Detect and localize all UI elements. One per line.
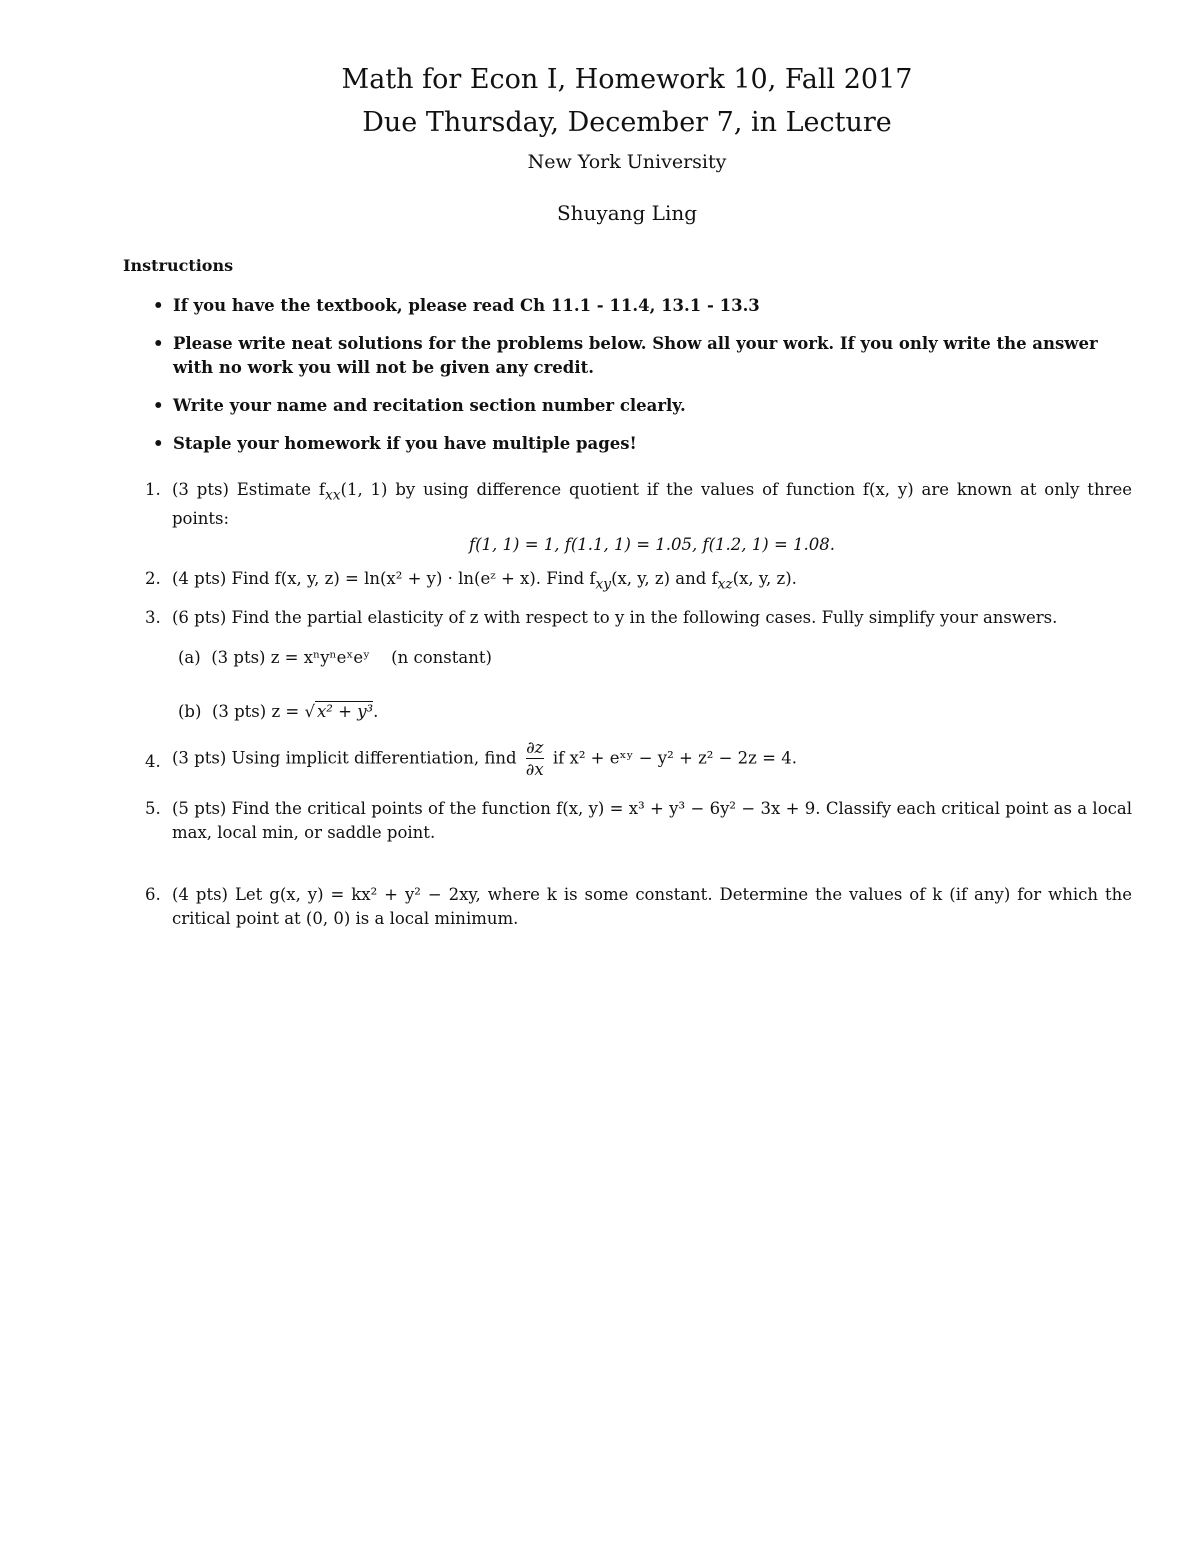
bullet-icon: • (153, 434, 164, 453)
bullet-icon: • (153, 334, 164, 353)
problem-3b: (b) (3 pts) z = √ x² + y³. (178, 702, 379, 721)
sqrt-symbol: √ (304, 702, 315, 721)
problem-3 (145, 606, 1132, 630)
instruction-item: • If you have the textbook, please read Ch 11.1 - 11.4, 13.1 - 13.3 (147, 294, 1132, 318)
problem-number: 4. (145, 752, 161, 771)
problem-1 (145, 478, 1132, 557)
partial-derivative-fraction: $\frac{\partial z}{\partial x}$ (525, 738, 544, 779)
instructions-heading: Instructions (123, 256, 234, 275)
bullet-icon: • (153, 396, 164, 415)
document-title: Math for Econ I, Homework 10, Fall 2017 (341, 64, 913, 95)
problem-number: 1. (145, 480, 161, 499)
university-name: New York University (527, 151, 727, 173)
author-name: Shuyang Ling (556, 201, 698, 225)
problem-6 (145, 883, 1132, 931)
instruction-item: • Write your name and recitation section number clearly. (147, 394, 1132, 418)
problem-number: 3. (145, 608, 161, 627)
problem-text: (3 pts) Using implicit differentiation, find $\frac{\partial z}{\partial x}$ if x² + eˣʸ − y² + z² − 2z = 4. (172, 738, 797, 779)
instructions-list (147, 294, 1132, 470)
problem-text: (4 pts) Let g(x, y) = kx² + y² − 2xy, where k is some constant. Determine the values of k (if any) for which the critical point at (0, 0) is a local minimum. (172, 885, 1132, 928)
problem-text: (5 pts) Find the critical points of the function f(x, y) = x³ + y³ − 6y² − 3x + 9. Classify each critical point as a local max, local min, or saddle point. (172, 799, 1132, 842)
instruction-item: • Please write neat solutions for the problems below. Show all your work. If you only write the answer with no work you will not be given any credit. (153, 334, 1098, 377)
bullet-icon: • (153, 296, 164, 315)
instruction-item: • Staple your homework if you have multiple pages! (147, 432, 1132, 456)
problem-text: (3 pts) Estimate $f_{xx}(1$, 1) by using difference quotient if the values of function f(x, y) are known at only three points: f(1, 1) = 1, f(1.1, 1) = 1.05, f(1.2, 1) = 1.08. (172, 478, 1132, 557)
problem-4 (145, 738, 1132, 780)
problem-text: (4 pts) Find f(x, y, z) = ln(x² + y) · ln(eᶻ + x). Find $f_{xy}(x$, y, z) and $f_{xz}(x$, y, z). (172, 569, 797, 593)
problem-equation: f(1, 1) = 1, f(1.1, 1) = 1.05, f(1.2, 1) = 1.08. (468, 535, 836, 555)
problem-2 (145, 567, 1132, 596)
problem-number: 5. (145, 799, 161, 818)
problem-3a: (a) (3 pts) z = xⁿyⁿeˣeʸ (n constant) (178, 648, 492, 667)
problem-5 (145, 797, 1132, 845)
problem-number: 6. (145, 885, 161, 904)
problem-number: 2. (145, 569, 161, 588)
problem-text: (6 pts) Find the partial elasticity of z with respect to y in the following cases. Fully simplify your answers. (172, 608, 1058, 627)
due-date: Due Thursday, December 7, in Lecture (362, 107, 892, 138)
